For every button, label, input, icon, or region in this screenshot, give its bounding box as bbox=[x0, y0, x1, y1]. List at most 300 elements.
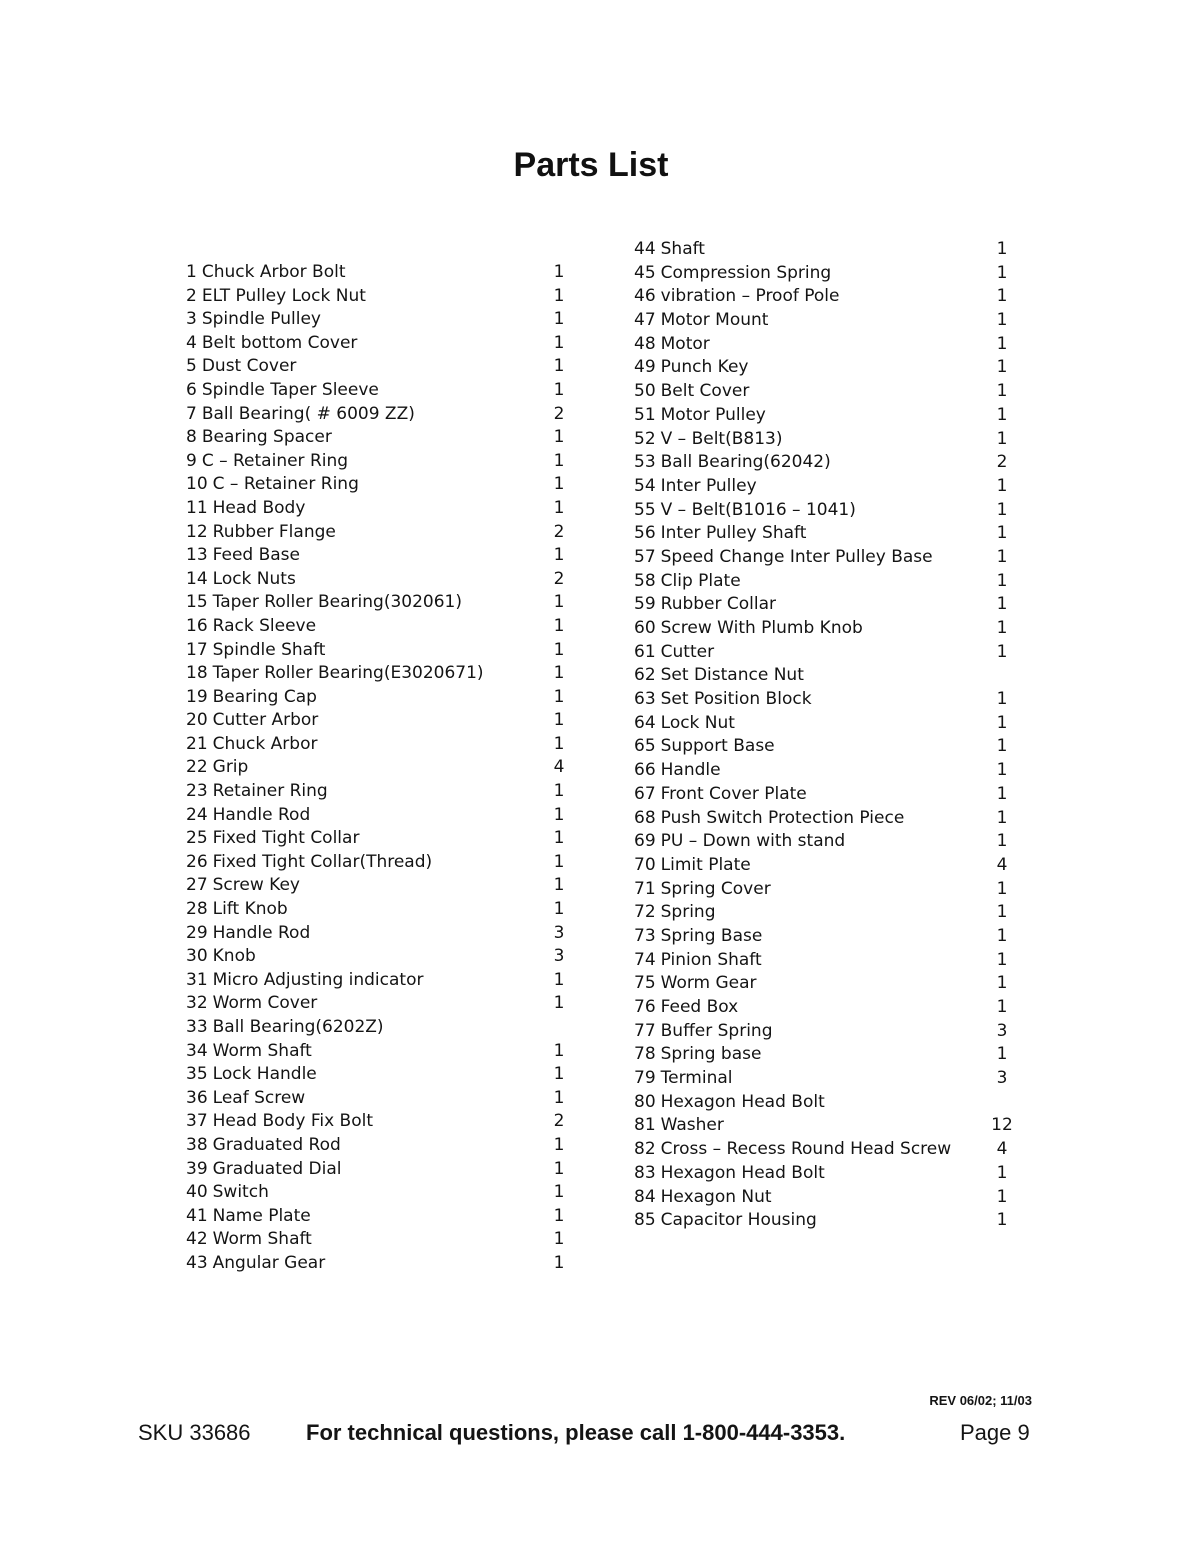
part-row bbox=[634, 735, 1024, 759]
part-name: Graduated Rod bbox=[212, 1134, 341, 1155]
part-row bbox=[634, 593, 1024, 617]
part-quantity: 1 bbox=[996, 1162, 1008, 1183]
part-quantity: 1 bbox=[553, 804, 565, 825]
part-row bbox=[186, 591, 576, 615]
part-number: 44 bbox=[634, 239, 656, 259]
part-name: Spring bbox=[660, 902, 716, 923]
part-quantity: 1 bbox=[553, 851, 565, 872]
part-name: Graduated Dial bbox=[212, 1158, 342, 1179]
part-row bbox=[634, 664, 1024, 688]
part-quantity: 4 bbox=[553, 757, 565, 778]
part-number: 17 bbox=[186, 639, 208, 660]
part-row bbox=[186, 450, 576, 474]
part-quantity: 3 bbox=[553, 946, 565, 967]
part-row bbox=[186, 1087, 576, 1111]
part-quantity: 1 bbox=[553, 332, 565, 353]
part-quantity: 1 bbox=[553, 379, 565, 400]
part-quantity: 1 bbox=[996, 594, 1008, 615]
part-number: 76 bbox=[634, 997, 656, 1017]
part-number: 50 bbox=[634, 381, 656, 402]
part-row bbox=[186, 969, 576, 993]
part-name: Set Distance Nut bbox=[660, 665, 804, 686]
part-number: 47 bbox=[634, 310, 656, 331]
part-number: 12 bbox=[186, 521, 208, 542]
part-quantity: 1 bbox=[996, 570, 1008, 591]
part-number: 40 bbox=[186, 1182, 208, 1203]
part-quantity: 1 bbox=[553, 1064, 565, 1085]
part-quantity: 1 bbox=[553, 1182, 565, 1203]
part-row bbox=[186, 261, 576, 285]
part-name: Bearing Cap bbox=[212, 686, 317, 707]
part-row bbox=[634, 1043, 1024, 1067]
part-quantity: 1 bbox=[553, 356, 565, 377]
part-number: 45 bbox=[634, 262, 656, 283]
part-quantity: 4 bbox=[996, 1139, 1008, 1160]
part-row bbox=[634, 807, 1024, 831]
part-name: Feed Box bbox=[660, 997, 739, 1017]
part-number: 56 bbox=[634, 523, 656, 544]
part-quantity: 1 bbox=[553, 474, 565, 495]
part-name: Hexagon Head Bolt bbox=[660, 1091, 825, 1112]
part-number: 49 bbox=[634, 357, 656, 378]
part-number: 72 bbox=[634, 902, 656, 923]
part-quantity: 1 bbox=[996, 878, 1008, 899]
page-number: Page 9 bbox=[960, 1420, 1030, 1445]
part-name: Spring base bbox=[660, 1044, 762, 1065]
part-row bbox=[634, 1114, 1024, 1138]
part-row bbox=[634, 380, 1024, 404]
part-name: Inter Pulley bbox=[660, 475, 757, 496]
part-number: 63 bbox=[634, 689, 656, 710]
part-name: Capacitor Housing bbox=[660, 1210, 817, 1231]
part-name: Leaf Screw bbox=[212, 1087, 306, 1108]
part-row bbox=[186, 1228, 576, 1252]
part-number: 85 bbox=[634, 1210, 656, 1231]
part-name: Feed Base bbox=[212, 545, 300, 566]
part-row bbox=[634, 333, 1024, 357]
part-row bbox=[186, 1205, 576, 1229]
part-number: 53 bbox=[634, 452, 656, 473]
part-quantity: 1 bbox=[996, 546, 1008, 567]
part-number: 34 bbox=[186, 1040, 208, 1061]
part-quantity: 1 bbox=[553, 1252, 565, 1273]
part-row bbox=[186, 733, 576, 757]
parts-list-right-column bbox=[634, 238, 1024, 1233]
part-number: 3 bbox=[186, 309, 197, 330]
part-number: 58 bbox=[634, 570, 656, 591]
part-quantity: 1 bbox=[996, 807, 1008, 828]
part-quantity: 1 bbox=[996, 641, 1008, 662]
part-quantity: 1 bbox=[996, 831, 1008, 852]
part-row bbox=[634, 404, 1024, 428]
part-name: Chuck Arbor bbox=[212, 733, 318, 754]
part-quantity: 1 bbox=[996, 310, 1008, 331]
part-quantity: 1 bbox=[996, 333, 1008, 354]
part-name: Head Body Fix Bolt bbox=[212, 1111, 373, 1132]
part-quantity: 1 bbox=[553, 899, 565, 920]
part-quantity: 1 bbox=[553, 663, 565, 684]
part-row bbox=[634, 830, 1024, 854]
part-number: 6 bbox=[186, 379, 197, 400]
part-quantity: 1 bbox=[996, 523, 1008, 544]
part-quantity: 1 bbox=[996, 381, 1008, 402]
part-quantity: 1 bbox=[553, 686, 565, 707]
part-name: Rack Sleeve bbox=[212, 615, 317, 636]
part-name: Handle Rod bbox=[212, 804, 311, 825]
part-number: 79 bbox=[634, 1068, 656, 1089]
part-quantity: 1 bbox=[553, 828, 565, 849]
part-name: Spindle Taper Sleeve bbox=[201, 379, 379, 400]
part-name: Lift Knob bbox=[212, 899, 288, 920]
part-row bbox=[186, 521, 576, 545]
part-quantity: 4 bbox=[996, 854, 1008, 875]
part-number: 48 bbox=[634, 333, 656, 354]
part-number: 60 bbox=[634, 618, 656, 638]
part-row bbox=[186, 780, 576, 804]
part-name: Taper Roller Bearing(302061) bbox=[212, 592, 462, 613]
part-quantity: 3 bbox=[996, 1068, 1008, 1089]
part-name: Ball Bearing(6202Z) bbox=[212, 1017, 384, 1037]
part-number: 67 bbox=[634, 783, 656, 804]
part-name: vibration – Proof Pole bbox=[660, 286, 840, 307]
part-row bbox=[186, 686, 576, 710]
part-number: 20 bbox=[186, 710, 208, 731]
part-quantity: 1 bbox=[996, 1186, 1008, 1207]
part-name: Name Plate bbox=[212, 1205, 311, 1226]
part-name: Clip Plate bbox=[660, 570, 741, 591]
part-name: Fixed Tight Collar(Thread) bbox=[212, 851, 433, 872]
part-quantity: 1 bbox=[996, 997, 1008, 1017]
part-number: 16 bbox=[186, 615, 208, 636]
part-number: 35 bbox=[186, 1064, 208, 1085]
part-name: Head Body bbox=[212, 497, 306, 518]
part-quantity: 1 bbox=[553, 450, 565, 471]
part-number: 14 bbox=[186, 568, 208, 589]
part-quantity: 1 bbox=[553, 592, 565, 613]
part-quantity: 1 bbox=[553, 1158, 565, 1179]
part-quantity: 1 bbox=[996, 357, 1008, 378]
part-row bbox=[634, 570, 1024, 594]
part-name: Punch Key bbox=[660, 357, 749, 378]
part-name: V – Belt(B1016 – 1041) bbox=[660, 499, 856, 520]
part-row bbox=[186, 355, 576, 379]
part-quantity: 1 bbox=[553, 733, 565, 754]
part-row bbox=[186, 473, 576, 497]
revision-note: REV 06/02; 11/03 bbox=[929, 1393, 1032, 1408]
part-number: 71 bbox=[634, 878, 656, 899]
part-number: 4 bbox=[186, 332, 197, 353]
part-row bbox=[186, 662, 576, 686]
part-row bbox=[186, 851, 576, 875]
part-name: Compression Spring bbox=[660, 262, 832, 283]
part-row bbox=[634, 925, 1024, 949]
part-number: 25 bbox=[186, 828, 208, 849]
part-quantity: 1 bbox=[996, 404, 1008, 425]
part-name: Front Cover Plate bbox=[660, 783, 807, 804]
part-row bbox=[634, 617, 1024, 641]
part-row bbox=[186, 945, 576, 969]
part-number: 82 bbox=[634, 1139, 656, 1160]
part-number: 52 bbox=[634, 428, 656, 449]
part-number: 68 bbox=[634, 807, 656, 828]
part-quantity: 2 bbox=[996, 452, 1008, 473]
part-row bbox=[186, 709, 576, 733]
part-quantity: 1 bbox=[553, 639, 565, 660]
part-quantity: 1 bbox=[996, 925, 1008, 946]
part-row bbox=[634, 546, 1024, 570]
part-row bbox=[186, 1110, 576, 1134]
part-row bbox=[186, 1040, 576, 1064]
part-name: Spindle Shaft bbox=[212, 639, 326, 660]
part-number: 15 bbox=[186, 592, 208, 613]
part-quantity: 1 bbox=[996, 499, 1008, 520]
part-number: 13 bbox=[186, 545, 208, 566]
part-name: Chuck Arbor Bolt bbox=[201, 262, 346, 282]
part-name: Worm Shaft bbox=[212, 1040, 312, 1061]
part-number: 22 bbox=[186, 757, 208, 778]
part-row bbox=[186, 615, 576, 639]
part-row bbox=[634, 451, 1024, 475]
part-row bbox=[186, 922, 576, 946]
part-row bbox=[634, 309, 1024, 333]
part-number: 81 bbox=[634, 1115, 656, 1136]
part-name: Fixed Tight Collar bbox=[212, 828, 360, 849]
part-name: Screw With Plumb Knob bbox=[660, 618, 863, 638]
part-row bbox=[634, 238, 1024, 262]
part-name: Worm Gear bbox=[660, 973, 757, 994]
part-name: Rubber Collar bbox=[660, 594, 777, 615]
part-number: 61 bbox=[634, 641, 656, 662]
part-row bbox=[634, 972, 1024, 996]
part-row bbox=[186, 308, 576, 332]
part-name: Rubber Flange bbox=[212, 521, 336, 542]
part-row bbox=[634, 499, 1024, 523]
part-name: Motor Mount bbox=[660, 310, 769, 331]
part-number: 74 bbox=[634, 949, 656, 970]
part-number: 46 bbox=[634, 286, 656, 307]
part-quantity: 1 bbox=[553, 781, 565, 802]
parts-list-left-column bbox=[186, 261, 576, 1276]
part-name: Washer bbox=[660, 1115, 724, 1136]
part-quantity: 1 bbox=[553, 1134, 565, 1155]
part-row bbox=[634, 1067, 1024, 1091]
part-number: 69 bbox=[634, 831, 656, 852]
part-quantity: 1 bbox=[553, 545, 565, 566]
part-name: Motor bbox=[660, 333, 710, 354]
part-name: Grip bbox=[212, 757, 249, 778]
part-quantity: 1 bbox=[553, 285, 565, 306]
part-quantity: 3 bbox=[996, 1020, 1008, 1041]
part-name: Retainer Ring bbox=[212, 781, 328, 802]
part-row bbox=[634, 949, 1024, 973]
part-row bbox=[186, 874, 576, 898]
part-number: 32 bbox=[186, 993, 208, 1014]
part-number: 62 bbox=[634, 665, 656, 686]
part-quantity: 1 bbox=[553, 1205, 565, 1226]
part-name: Dust Cover bbox=[201, 356, 297, 377]
part-row bbox=[186, 332, 576, 356]
part-row bbox=[634, 522, 1024, 546]
part-row bbox=[634, 688, 1024, 712]
part-quantity: 1 bbox=[553, 969, 565, 990]
part-row bbox=[186, 568, 576, 592]
part-name: Cutter bbox=[660, 641, 715, 662]
part-number: 18 bbox=[186, 663, 208, 684]
part-quantity: 1 bbox=[553, 710, 565, 731]
part-name: Switch bbox=[212, 1182, 269, 1203]
part-number: 26 bbox=[186, 851, 208, 872]
part-name: Push Switch Protection Piece bbox=[660, 807, 905, 828]
part-quantity: 1 bbox=[996, 949, 1008, 970]
part-quantity: 1 bbox=[553, 309, 565, 330]
part-row bbox=[186, 1158, 576, 1182]
part-number: 23 bbox=[186, 781, 208, 802]
part-number: 65 bbox=[634, 736, 656, 757]
part-number: 73 bbox=[634, 925, 656, 946]
part-quantity: 1 bbox=[553, 1040, 565, 1061]
part-name: Belt Cover bbox=[660, 381, 750, 402]
part-number: 41 bbox=[186, 1205, 208, 1226]
part-name: Spindle Pulley bbox=[201, 309, 321, 330]
part-quantity: 12 bbox=[991, 1115, 1013, 1136]
part-name: V – Belt(B813) bbox=[660, 428, 783, 449]
part-name: Ball Bearing(62042) bbox=[660, 452, 831, 473]
part-quantity: 1 bbox=[996, 475, 1008, 496]
part-row bbox=[634, 641, 1024, 665]
part-row bbox=[634, 475, 1024, 499]
part-quantity: 1 bbox=[996, 239, 1008, 259]
part-number: 8 bbox=[186, 427, 197, 448]
part-row bbox=[634, 428, 1024, 452]
part-row bbox=[634, 1138, 1024, 1162]
part-number: 21 bbox=[186, 733, 208, 754]
part-name: Taper Roller Bearing(E3020671) bbox=[212, 663, 484, 684]
part-number: 66 bbox=[634, 760, 656, 781]
part-number: 29 bbox=[186, 922, 208, 943]
part-number: 54 bbox=[634, 475, 656, 496]
part-number: 70 bbox=[634, 854, 656, 875]
part-row bbox=[186, 497, 576, 521]
part-name: Support Base bbox=[660, 736, 775, 757]
part-quantity: 1 bbox=[553, 497, 565, 518]
part-quantity: 1 bbox=[996, 712, 1008, 733]
part-row bbox=[634, 759, 1024, 783]
part-name: Spring Cover bbox=[660, 878, 771, 899]
part-number: 38 bbox=[186, 1134, 208, 1155]
part-number: 1 bbox=[186, 262, 197, 282]
part-row bbox=[186, 1016, 576, 1040]
part-number: 11 bbox=[186, 497, 208, 518]
part-number: 59 bbox=[634, 594, 656, 615]
part-name: Worm Shaft bbox=[212, 1229, 312, 1250]
part-row bbox=[186, 1063, 576, 1087]
part-quantity: 1 bbox=[996, 618, 1008, 638]
part-name: Inter Pulley Shaft bbox=[660, 523, 807, 544]
part-quantity: 1 bbox=[996, 736, 1008, 757]
part-number: 36 bbox=[186, 1087, 208, 1108]
part-row bbox=[634, 1020, 1024, 1044]
part-name: Pinion Shaft bbox=[660, 949, 762, 970]
part-row bbox=[634, 854, 1024, 878]
part-row bbox=[186, 379, 576, 403]
part-number: 28 bbox=[186, 899, 208, 920]
part-row bbox=[634, 712, 1024, 736]
part-row bbox=[186, 403, 576, 427]
part-number: 5 bbox=[186, 356, 197, 377]
part-number: 27 bbox=[186, 875, 208, 896]
part-name: Motor Pulley bbox=[660, 404, 766, 425]
part-name: Worm Cover bbox=[212, 993, 318, 1014]
part-row bbox=[186, 898, 576, 922]
part-quantity: 2 bbox=[553, 521, 565, 542]
part-row bbox=[634, 996, 1024, 1020]
part-name: Lock Nuts bbox=[212, 568, 296, 589]
part-quantity: 1 bbox=[996, 783, 1008, 804]
part-row bbox=[186, 804, 576, 828]
part-quantity: 1 bbox=[553, 427, 565, 448]
part-row bbox=[634, 1162, 1024, 1186]
part-name: Micro Adjusting indicator bbox=[212, 969, 424, 990]
part-quantity: 1 bbox=[996, 1044, 1008, 1065]
part-quantity: 1 bbox=[553, 993, 565, 1014]
part-number: 64 bbox=[634, 712, 656, 733]
part-name: Belt bottom Cover bbox=[201, 332, 358, 353]
part-name: Shaft bbox=[660, 239, 705, 259]
part-name: Speed Change Inter Pulley Base bbox=[660, 546, 933, 567]
part-name: Bearing Spacer bbox=[201, 427, 332, 448]
part-row bbox=[634, 1186, 1024, 1210]
page-title: Parts List bbox=[513, 146, 669, 184]
part-name: Limit Plate bbox=[660, 854, 751, 875]
part-number: 9 bbox=[186, 450, 197, 471]
part-row bbox=[634, 1209, 1024, 1233]
part-name: Cross – Recess Round Head Screw bbox=[660, 1139, 952, 1160]
part-name: C – Retainer Ring bbox=[201, 450, 349, 471]
part-quantity: 1 bbox=[553, 262, 565, 282]
part-row bbox=[186, 756, 576, 780]
part-number: 83 bbox=[634, 1162, 656, 1183]
part-number: 37 bbox=[186, 1111, 208, 1132]
part-quantity: 1 bbox=[996, 689, 1008, 710]
part-number: 75 bbox=[634, 973, 656, 994]
part-number: 30 bbox=[186, 946, 208, 967]
part-quantity: 1 bbox=[996, 760, 1008, 781]
part-name: Screw Key bbox=[212, 875, 300, 896]
part-name: Ball Bearing( # 6009 ZZ) bbox=[201, 403, 415, 424]
part-row bbox=[634, 878, 1024, 902]
part-row bbox=[634, 262, 1024, 286]
part-name: Set Position Block bbox=[660, 689, 812, 710]
part-number: 80 bbox=[634, 1091, 656, 1112]
part-number: 33 bbox=[186, 1017, 208, 1037]
part-number: 51 bbox=[634, 404, 656, 425]
part-name: Terminal bbox=[660, 1068, 733, 1089]
part-number: 42 bbox=[186, 1229, 208, 1250]
part-number: 77 bbox=[634, 1020, 656, 1041]
part-name: Spring Base bbox=[660, 925, 763, 946]
part-row bbox=[186, 285, 576, 309]
part-name: Knob bbox=[212, 946, 256, 967]
part-row bbox=[634, 356, 1024, 380]
part-number: 55 bbox=[634, 499, 656, 520]
part-row bbox=[186, 827, 576, 851]
part-row bbox=[186, 992, 576, 1016]
part-number: 57 bbox=[634, 546, 656, 567]
part-name: Hexagon Head Bolt bbox=[660, 1162, 825, 1183]
part-name: Lock Handle bbox=[212, 1064, 317, 1085]
part-number: 84 bbox=[634, 1186, 656, 1207]
part-number: 31 bbox=[186, 969, 208, 990]
